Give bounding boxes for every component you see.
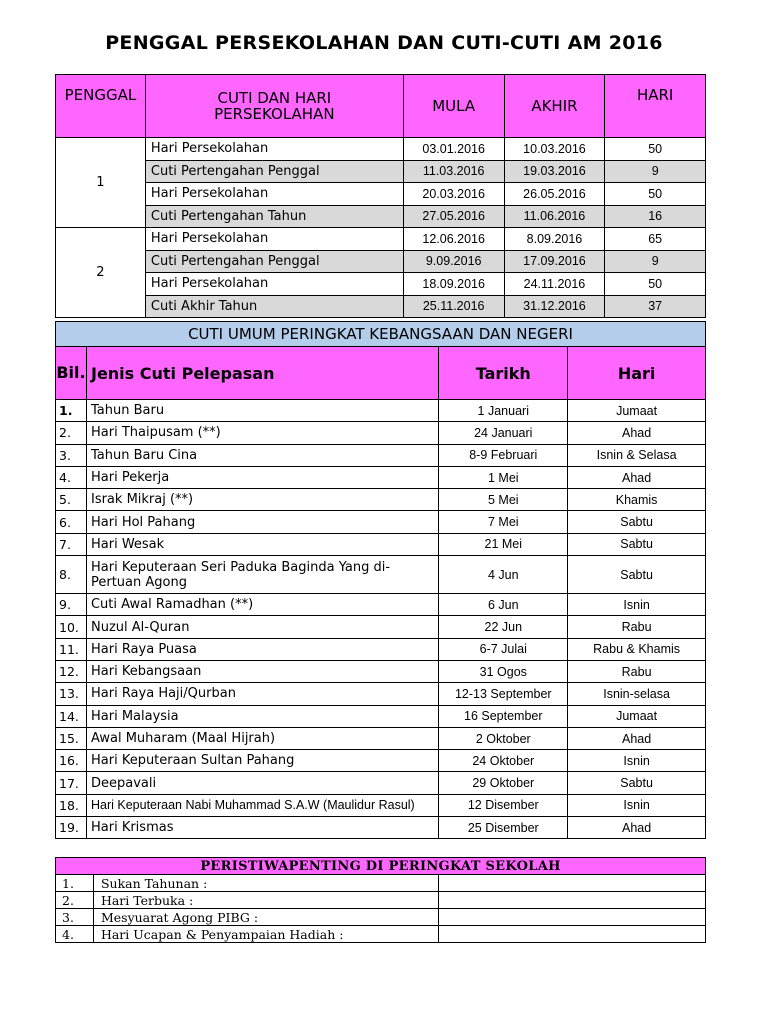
- term-days: 9: [605, 160, 706, 183]
- holiday-date: 24 Oktober: [439, 750, 568, 772]
- holiday-date: 1 Januari: [439, 400, 568, 422]
- holiday-day: Isnin: [568, 594, 706, 616]
- holiday-name: Hari Malaysia: [86, 705, 438, 727]
- holiday-name: Tahun Baru: [86, 400, 438, 422]
- holiday-row: [56, 727, 706, 749]
- holiday-date: 1 Mei: [439, 466, 568, 488]
- school-event-date: [439, 875, 706, 892]
- holiday-row: [56, 489, 706, 511]
- holiday-day: Sabtu: [568, 533, 706, 555]
- holiday-number: 8.: [56, 556, 87, 594]
- term-end-date: 10.03.2016: [504, 138, 605, 161]
- holiday-date: 7 Mei: [439, 511, 568, 533]
- term-start-date: 11.03.2016: [403, 160, 504, 183]
- holiday-name: Hari Hol Pahang: [86, 511, 438, 533]
- holiday-date: 16 September: [439, 705, 568, 727]
- term-activity: Hari Persekolahan: [145, 138, 403, 161]
- term-schedule-table: [55, 74, 706, 318]
- term-row: [56, 228, 706, 251]
- term-row: [56, 183, 706, 206]
- holiday-number: 12.: [56, 660, 87, 682]
- term-activity: Hari Persekolahan: [145, 183, 403, 206]
- term-number: 2: [56, 228, 146, 318]
- holiday-number: 14.: [56, 705, 87, 727]
- holiday-date: 22 Jun: [439, 616, 568, 638]
- term-row: [56, 273, 706, 296]
- school-event-row: [56, 892, 706, 909]
- holiday-number: 2.: [56, 422, 87, 444]
- school-events-table: [55, 857, 706, 943]
- holiday-number: 9.: [56, 594, 87, 616]
- holiday-number: 15.: [56, 727, 87, 749]
- holiday-name: Hari Keputeraan Nabi Muhammad S.A.W (Maulidur Rasul): [86, 794, 438, 816]
- holiday-row: [56, 817, 706, 839]
- school-events-banner-row: [56, 858, 706, 875]
- holiday-day: Khamis: [568, 489, 706, 511]
- holiday-row: [56, 638, 706, 660]
- header-date: Tarikh: [439, 347, 568, 400]
- holiday-row: [56, 794, 706, 816]
- school-event-number: 1.: [56, 875, 94, 892]
- term-start-date: 18.09.2016: [403, 273, 504, 296]
- holiday-date: 24 Januari: [439, 422, 568, 444]
- term-start-date: 03.01.2016: [403, 138, 504, 161]
- holiday-row: [56, 594, 706, 616]
- holiday-row: [56, 660, 706, 682]
- header-activity: CUTI DAN HARI PERSEKOLAHAN: [145, 75, 403, 138]
- holiday-day: Isnin & Selasa: [568, 444, 706, 466]
- school-events-banner: PERISTIWAPENTING DI PERINGKAT SEKOLAH: [56, 858, 706, 875]
- holiday-day: Isnin: [568, 750, 706, 772]
- public-holidays-table: [55, 321, 706, 839]
- holiday-name: Awal Muharam (Maal Hijrah): [86, 727, 438, 749]
- term-end-date: 24.11.2016: [504, 273, 605, 296]
- term-row: [56, 160, 706, 183]
- header-end: AKHIR: [504, 75, 605, 138]
- holiday-name: Hari Kebangsaan: [86, 660, 438, 682]
- term-days: 37: [605, 295, 706, 318]
- school-event-name: Sukan Tahunan :: [93, 875, 439, 892]
- holidays-banner-row: [56, 322, 706, 347]
- holiday-name: Hari Krismas: [86, 817, 438, 839]
- holiday-row: [56, 533, 706, 555]
- term-row: [56, 250, 706, 273]
- holiday-number: 13.: [56, 683, 87, 705]
- term-end-date: 11.06.2016: [504, 205, 605, 228]
- holiday-name: Hari Thaipusam (**): [86, 422, 438, 444]
- term-days: 65: [605, 228, 706, 251]
- term-end-date: 26.05.2016: [504, 183, 605, 206]
- term-start-date: 9.09.2016: [403, 250, 504, 273]
- holiday-name: Hari Keputeraan Sultan Pahang: [86, 750, 438, 772]
- school-event-number: 4.: [56, 926, 94, 943]
- term-activity: Cuti Pertengahan Tahun: [145, 205, 403, 228]
- holiday-number: 16.: [56, 750, 87, 772]
- holidays-table-body: [56, 400, 706, 839]
- holiday-number: 6.: [56, 511, 87, 533]
- holiday-row: [56, 683, 706, 705]
- term-days: 16: [605, 205, 706, 228]
- term-start-date: 20.03.2016: [403, 183, 504, 206]
- holiday-date: 5 Mei: [439, 489, 568, 511]
- holiday-row: [56, 400, 706, 422]
- holiday-date: 25 Disember: [439, 817, 568, 839]
- term-number: 1: [56, 138, 146, 228]
- holiday-number: 7.: [56, 533, 87, 555]
- holiday-row: [56, 466, 706, 488]
- holiday-date: 8-9 Februari: [439, 444, 568, 466]
- school-event-date: [439, 892, 706, 909]
- term-activity: Cuti Pertengahan Penggal: [145, 160, 403, 183]
- holiday-number: 10.: [56, 616, 87, 638]
- holiday-row: [56, 422, 706, 444]
- school-event-number: 2.: [56, 892, 94, 909]
- term-activity: Cuti Akhir Tahun: [145, 295, 403, 318]
- holiday-name: Deepavali: [86, 772, 438, 794]
- term-start-date: 27.05.2016: [403, 205, 504, 228]
- term-days: 50: [605, 183, 706, 206]
- holidays-banner: CUTI UMUM PERINGKAT KEBANGSAAN DAN NEGERI: [56, 322, 706, 347]
- holiday-row: [56, 705, 706, 727]
- header-bil: Bil.: [56, 347, 87, 400]
- holiday-name: Hari Raya Puasa: [86, 638, 438, 660]
- holiday-day: Rabu: [568, 616, 706, 638]
- school-event-name: Hari Ucapan & Penyampaian Hadiah :: [93, 926, 439, 943]
- holiday-day: Isnin-selasa: [568, 683, 706, 705]
- holiday-day: Sabtu: [568, 772, 706, 794]
- holiday-row: [56, 772, 706, 794]
- page-title: PENGGAL PERSEKOLAHAN DAN CUTI-CUTI AM 2016: [105, 32, 663, 54]
- term-table-body: [56, 138, 706, 318]
- term-days: 50: [605, 273, 706, 296]
- school-event-row: [56, 875, 706, 892]
- holiday-day: Jumaat: [568, 400, 706, 422]
- holiday-number: 17.: [56, 772, 87, 794]
- term-end-date: 17.09.2016: [504, 250, 605, 273]
- term-end-date: 31.12.2016: [504, 295, 605, 318]
- term-end-date: 19.03.2016: [504, 160, 605, 183]
- school-event-row: [56, 909, 706, 926]
- holiday-day: Rabu & Khamis: [568, 638, 706, 660]
- header-day: Hari: [568, 347, 706, 400]
- holiday-date: 21 Mei: [439, 533, 568, 555]
- holiday-row: [56, 750, 706, 772]
- holiday-day: Ahad: [568, 422, 706, 444]
- holiday-name: Nuzul Al-Quran: [86, 616, 438, 638]
- holiday-day: Isnin: [568, 794, 706, 816]
- term-activity: Cuti Pertengahan Penggal: [145, 250, 403, 273]
- holiday-name: Hari Wesak: [86, 533, 438, 555]
- holidays-header-row: [56, 347, 706, 400]
- term-start-date: 12.06.2016: [403, 228, 504, 251]
- holiday-name: Tahun Baru Cina: [86, 444, 438, 466]
- term-end-date: 8.09.2016: [504, 228, 605, 251]
- school-events-body: [56, 875, 706, 943]
- term-row: [56, 138, 706, 161]
- holiday-number: 19.: [56, 817, 87, 839]
- holiday-number: 4.: [56, 466, 87, 488]
- holiday-number: 3.: [56, 444, 87, 466]
- holiday-day: Rabu: [568, 660, 706, 682]
- school-event-date: [439, 926, 706, 943]
- school-event-name: Hari Terbuka :: [93, 892, 439, 909]
- school-event-number: 3.: [56, 909, 94, 926]
- header-holiday-name: Jenis Cuti Pelepasan: [86, 347, 438, 400]
- holiday-day: Ahad: [568, 727, 706, 749]
- holiday-date: 29 Oktober: [439, 772, 568, 794]
- term-start-date: 25.11.2016: [403, 295, 504, 318]
- holiday-day: Jumaat: [568, 705, 706, 727]
- school-event-row: [56, 926, 706, 943]
- holiday-date: 6-7 Julai: [439, 638, 568, 660]
- holiday-date: 6 Jun: [439, 594, 568, 616]
- holiday-name: Hari Raya Haji/Qurban: [86, 683, 438, 705]
- school-event-date: [439, 909, 706, 926]
- header-term: PENGGAL: [56, 75, 146, 138]
- term-days: 50: [605, 138, 706, 161]
- holiday-name: Hari Pekerja: [86, 466, 438, 488]
- holiday-date: 2 Oktober: [439, 727, 568, 749]
- holiday-row: [56, 511, 706, 533]
- holiday-date: 31 Ogos: [439, 660, 568, 682]
- term-days: 9: [605, 250, 706, 273]
- holiday-number: 1.: [56, 400, 87, 422]
- holiday-number: 11.: [56, 638, 87, 660]
- school-event-name: Mesyuarat Agong PIBG :: [93, 909, 439, 926]
- holiday-number: 18.: [56, 794, 87, 816]
- holiday-number: 5.: [56, 489, 87, 511]
- holiday-day: Ahad: [568, 466, 706, 488]
- holiday-day: Sabtu: [568, 511, 706, 533]
- header-days: HARI: [605, 75, 706, 138]
- holiday-row: [56, 616, 706, 638]
- header-start: MULA: [403, 75, 504, 138]
- holiday-name: Cuti Awal Ramadhan (**): [86, 594, 438, 616]
- holiday-date: 12-13 September: [439, 683, 568, 705]
- term-row: [56, 205, 706, 228]
- holiday-name: Hari Keputeraan Seri Paduka Baginda Yang di-Pertuan Agong: [86, 556, 438, 594]
- holiday-day: Sabtu: [568, 556, 706, 594]
- term-activity: Hari Persekolahan: [145, 273, 403, 296]
- holiday-row: [56, 444, 706, 466]
- holiday-date: 4 Jun: [439, 556, 568, 594]
- holiday-day: Ahad: [568, 817, 706, 839]
- term-row: [56, 295, 706, 318]
- term-table-header: [56, 75, 706, 138]
- holiday-name: Israk Mikraj (**): [86, 489, 438, 511]
- holiday-date: 12 Disember: [439, 794, 568, 816]
- term-activity: Hari Persekolahan: [145, 228, 403, 251]
- holiday-row: [56, 556, 706, 594]
